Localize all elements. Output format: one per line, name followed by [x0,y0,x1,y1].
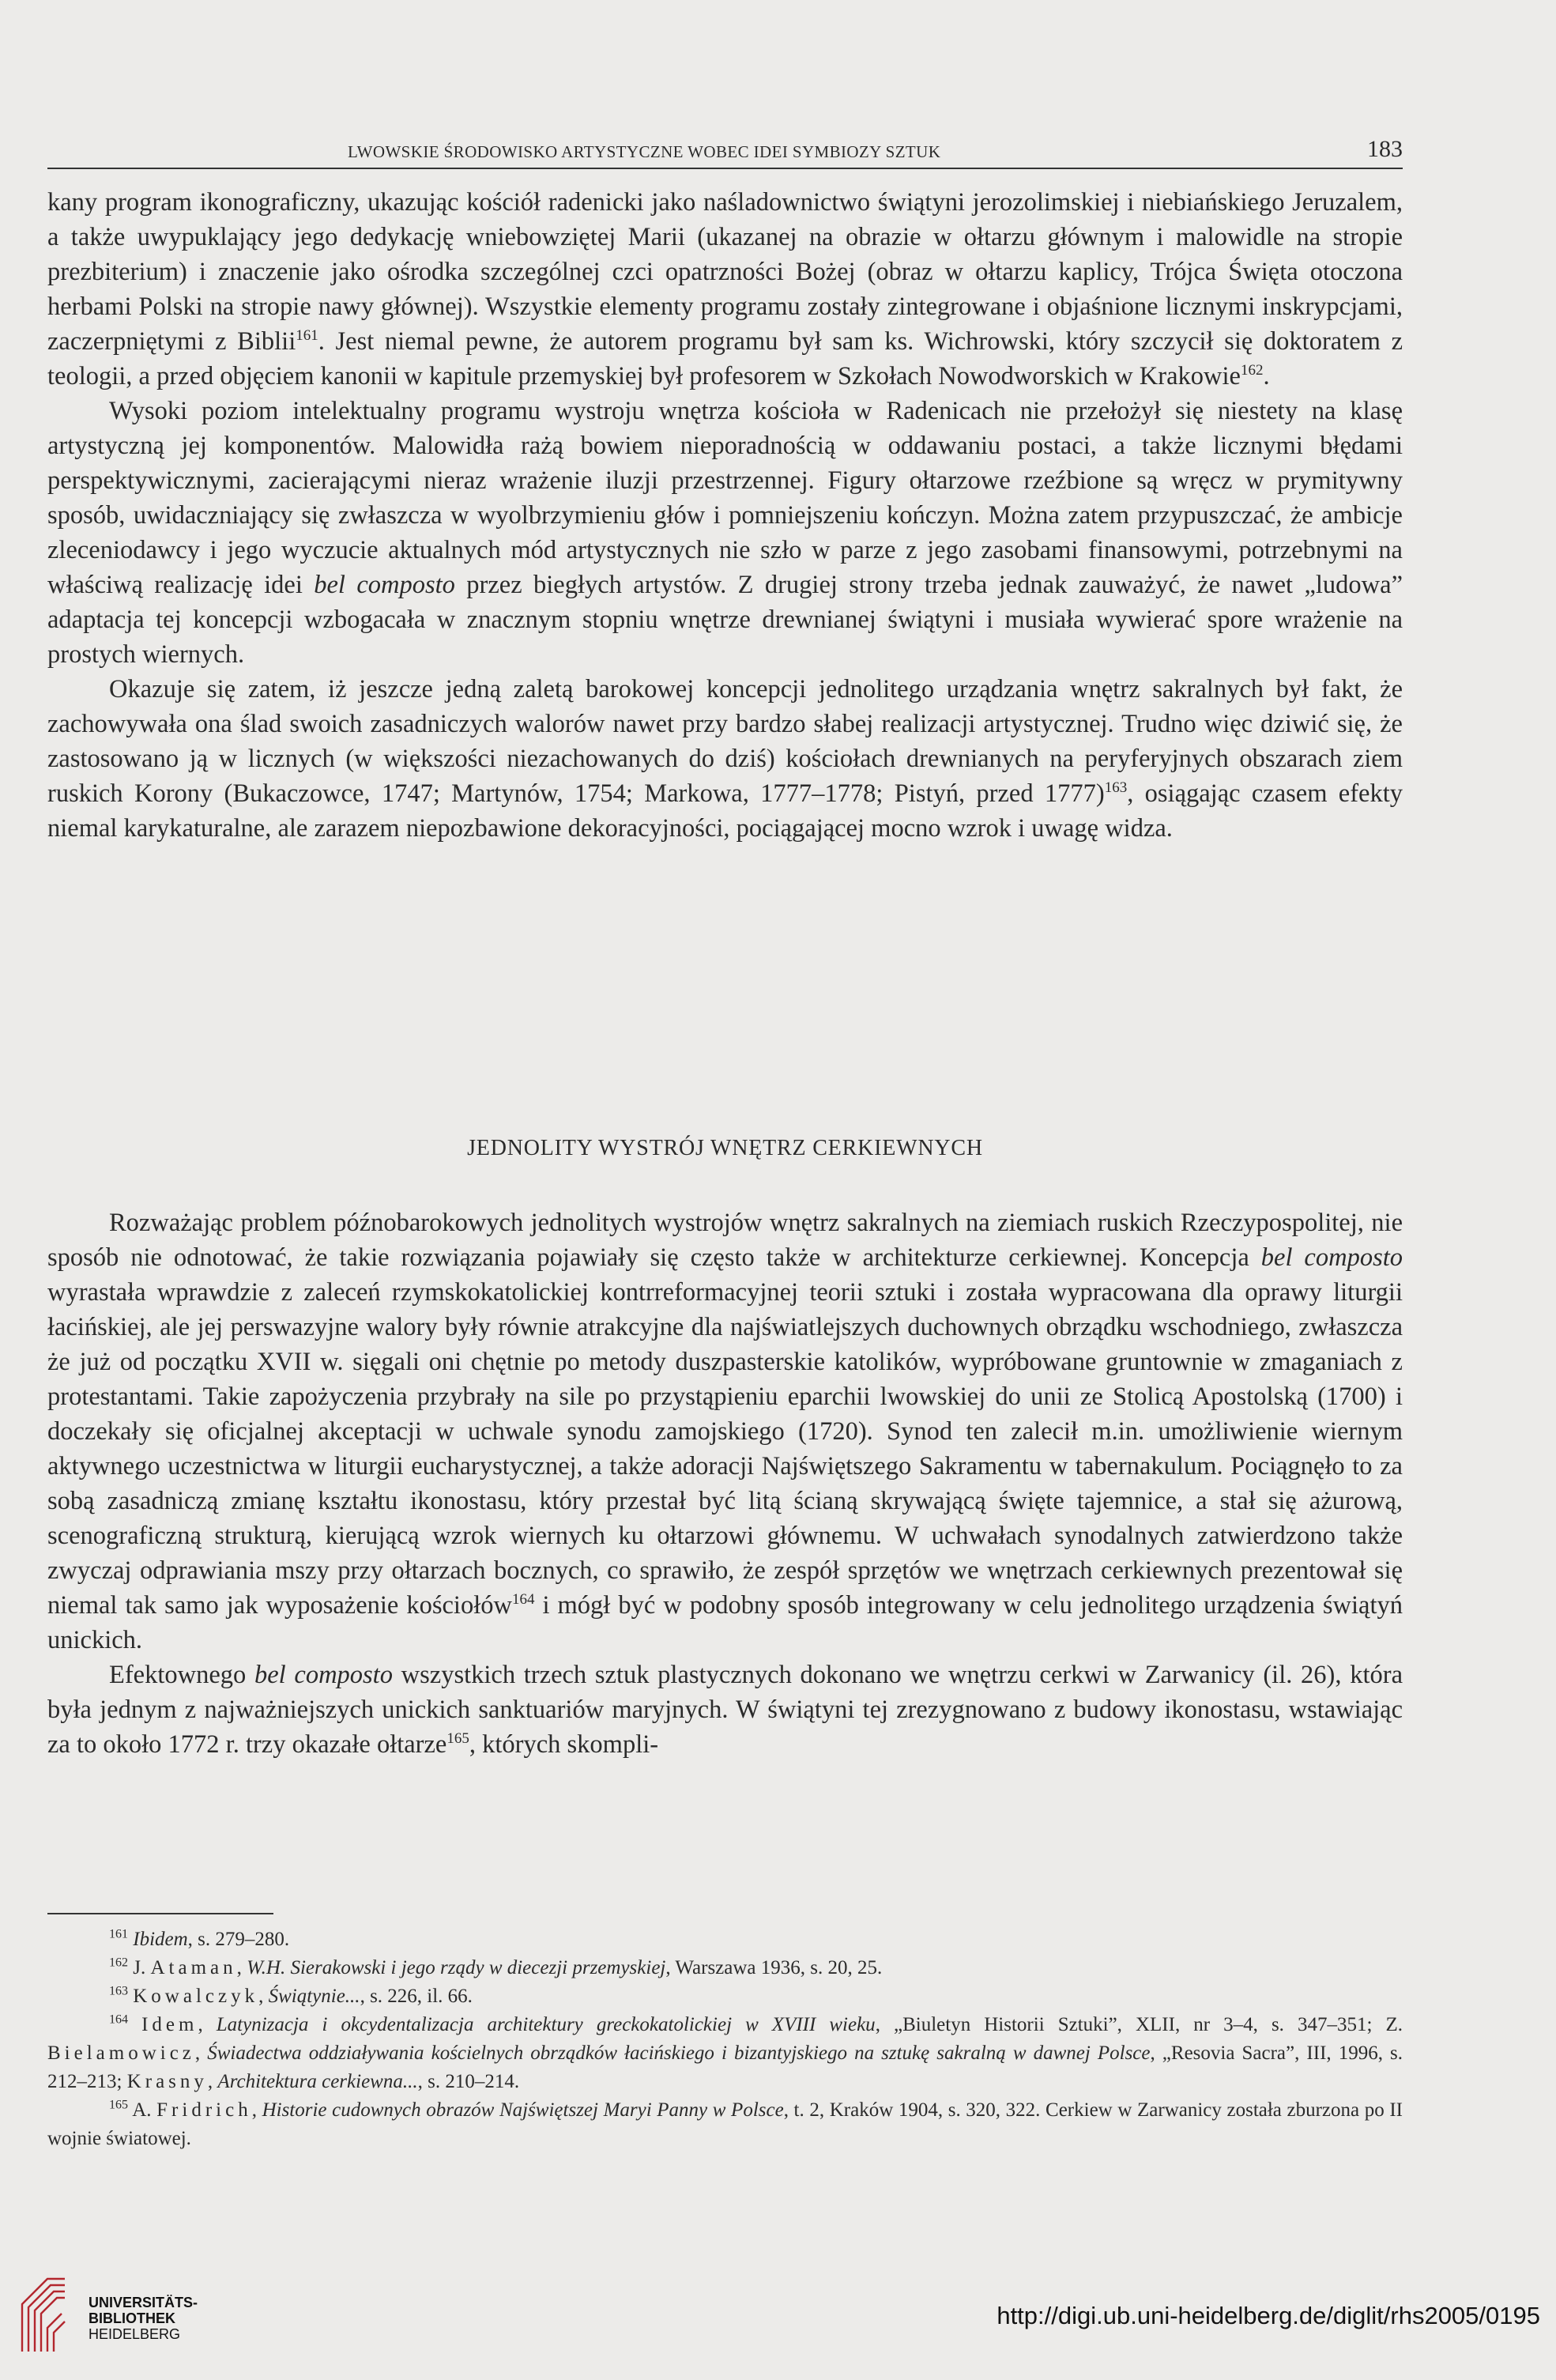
footnote-marker: 163 [1104,779,1128,797]
italic-text: Architektura cerkiewna... [217,2071,418,2092]
footnote-marker: 162 [109,1956,128,1970]
footnote-marker: 164 [109,2012,128,2027]
library-name [89,2295,198,2342]
footnote-marker: 162 [1240,362,1264,379]
library-logo [16,2273,284,2359]
footnote: $^{164}$ Idem, Latynizacja i okcydentalizacja architektury greckokatolickiej w XVIII wieku, „Biuletyn Historii Sztuki”, XLII, nr 3–4, s. 347–351; Z. Bielamowicz, Świadectwa oddziaływania kościelnych obrządków łacińskiego i bizantyjskiego na sztukę sakralną w dawnej Polsce, „Resovia Sacra”, III, 1996, s. 212–213; Krasny, Architektura cerkiewna..., s. 210–214. [47,2012,1403,2092]
spaced-author-name: Kowalczyk [133,1986,259,2007]
italic-text: Ibidem [133,1929,188,1950]
library-name-line2: BIBLIOTHEK [89,2310,175,2326]
paragraph: Rozważając problem późnobarokowych jednolitych wystrojów wnętrz sakralnych na ziemiach ruskich Rzeczypospolitej, nie sposób nie odnotować, że takie rozwiązania pojawiały się często także w architekturze cerkiewnej. Koncepcja bel composto wyrastała wprawdzie z zaleceń rzymskokatolickiej kontrreformacyjnej teorii sztuki i została wypracowana dla oprawy liturgii łacińskiej, ale jej perswazyjne walory były równie atrakcyjne dla najświatlejszych duchownych obrządku wschodniego, zwłaszcza że już od początku XVII w. sięgali oni chętnie po metody duszpasterskie katolików, wypróbowane gruntownie w zmaganiach z protestantami. Takie zapożyczenia przybrały na sile po przystąpieniu eparchii lwowskiej do unii ze Stolicą Apostolską (1700) i doczekały się oficjalnej akceptacji w uchwale synodu zamojskiego (1720). Synod ten zalecił m.in. umożliwienie wiernym aktywnego uczestnictwa w liturgii eucharystycznej, a także adoracji Najświętszego Sakramentu w tabernakulum. Pociągnęło to za sobą zasadniczą zmianę kształtu ikonostasu, który przestał być litą ścianą skrywającą święte tajemnice, a stał się ażurową, scenograficzną strukturą, kierującą wzrok wiernych ku ołtarzowi głównemu. W uchwałach synodalnych zatwierdzono także zwyczaj odprawiania mszy przy ołtarzach bocznych, co sprawiło, że zespół sprzętów we wnętrzach cerkiewnych prezentował się niemal tak samo jak wyposażenie kościołów$^{164}$ i mógł być w podobny sposób integrowany w celu jednolitego urządzenia świątyń unickich. [47,1209,1403,1654]
spaced-author-name: Bielamowicz [47,2042,195,2064]
footnote-rule [47,1913,273,1914]
italic-text: bel composto [314,571,455,599]
paragraph: Okazuje się zatem, iż jeszcze jedną zaletą barokowej koncepcji jednolitego urządzania wnętrz sakralnych był fakt, że zachowywała ona ślad swoich zasadniczych walorów nawet przy bardzo słabej realizacji artystycznej. Trudno więc dziwić się, że zastosowano ją w licznych (w większości niezachowanych do dziś) kościołach drewnianych na peryferyjnych obszarach ziem ruskich Korony (Bukaczowce, 1747; Martynów, 1754; Markowa, 1777–1778; Pistyń, przed 1777)$^{163}$, osiągając czasem efekty niemal karykaturalne, ale zarazem niepozbawione dekoracyjności, pociągającej mocno wzrok i uwagę widza. [47,675,1403,843]
running-title: LWOWSKIE ŚRODOWISKO ARTYSTYCZNE WOBEC IDEI SYMBIOZY SZTUK [348,142,941,161]
paragraph: Wysoki poziom intelektualny programu wystroju wnętrza kościoła w Radenicach nie przełożył się niestety na klasę artystyczną jej komponentów. Malowidła rażą bowiem nieporadnością w oddawaniu postaci, a także licznymi błędami perspektywicznymi, zacierającymi nieraz wrażenie iluzji przestrzennej. Figury ołtarzowe rzeźbione są wręcz w prymitywny sposób, uwidaczniający się zwłaszcza w wyolbrzymieniu głów i pomniejszeniu kończyn. Można zatem przypuszczać, że ambicje zleceniodawcy i jego wyczucie aktualnych mód artystycznych nie szło w parze z jego zasobami finansowymi, potrzebnymi na właściwą realizację idei bel composto przez biegłych artystów. Z drugiej strony trzeba jednak zauważyć, że nawet „ludowa” adaptacja tej koncepcji wzbogacała w znacznym stopniu wnętrze drewnianej świątyni i musiała wywierać spore wrażenie na prostych wiernych. [47,397,1403,669]
section-heading: JEDNOLITY WYSTRÓJ WNĘTRZ CERKIEWNYCH [467,1136,983,1160]
body-text-section [47,1205,1403,1762]
footnote-marker: 164 [511,1591,535,1609]
spaced-author-name: Fridrich [156,2099,252,2121]
digital-library-link[interactable]: http://digi.ub.uni-heidelberg.de/diglit/rhs2005/0195 [997,2302,1540,2329]
spaced-author-name: Idem [141,2014,198,2035]
footnote: $^{161}$ Ibidem, s. 279–280. [109,1927,290,1950]
body-text-top [47,185,1403,846]
footnote-marker: 163 [109,1984,128,1998]
italic-text: Świątynie... [268,1986,360,2007]
page-number: 183 [1367,136,1403,162]
running-header [47,136,1403,169]
footnotes [47,1925,1403,2153]
spaced-author-name: Ataman [150,1957,237,1978]
italic-text: Historie cudownych obrazów Najświętszej Maryi Panny w Polsce [262,2099,784,2121]
paragraph: Efektownego bel composto wszystkich trzech sztuk plastycznych dokonano we wnętrzu cerkwi w Zarwanicy (il. 26), która była jednym z najważniejszych unickich sanktuariów maryjnych. W świątyni tej zrezygnowano z budowy ikonostasu, wstawiając za to około 1772 r. trzy okazałe ołtarze$^{165}$, których skompli- [47,1661,1403,1759]
footnote: $^{165}$ A. Fridrich, Historie cudownych obrazów Najświętszej Maryi Panny w Polsce, t. 2, Kraków 1904, s. 320, 322. Cerkiew w Zarwanicy została zburzona po II wojnie światowej. [47,2098,1403,2149]
footnote-marker: 165 [446,1730,469,1748]
library-logo-icon [16,2273,87,2359]
footnote-marker: 161 [296,327,318,345]
spaced-author-name: Krasny [126,2071,208,2092]
italic-text: Latynizacja i okcydentalizacja architektury greckokatolickiej w XVIII wieku [216,2014,876,2035]
footnote: $^{162}$ J. Ataman, W.H. Sierakowski i jego rządy w diecezji przemyskiej, Warszawa 1936, s. 20, 25. [109,1956,883,1978]
paragraph: kany program ikonograficzny, ukazując kościół radenicki jako naśladownictwo świątyni jerozolimskiej i niebiańskiego Jeruzalem, a także uwypuklający jego dedykację wniebowziętej Marii (ukazanej na obrazie w ołtarzu głównym i malowidle na stropie prezbiterium) i znaczenie jako ośrodka szczególnej czci opatrzności Bożej (obraz w ołtarzu kaplicy, Trójca Święta otoczona herbami Polski na stropie nawy głównej). Wszystkie elementy programu zostały zintegrowane i objaśnione licznymi inskrypcjami, zaczerpniętymi z Biblii$^{161}$. Jest niemal pewne, że autorem programu był sam ks. Wichrowski, który szczycił się doktoratem z teologii, a przed objęciem kanonii w kapitule przemyskiej był profesorem w Szkołach Nowodworskich w Krakowie$^{162}$. [47,188,1403,390]
italic-text: W.H. Sierakowski i jego rządy w diecezji przemyskiej [247,1957,666,1978]
footnote-marker: 161 [109,1927,128,1941]
italic-text: bel composto [1260,1243,1403,1272]
footnote: $^{163}$ Kowalczyk, Świątynie..., s. 226, il. 66. [109,1984,473,2007]
italic-text: Świadectwa oddziaływania kościelnych obrządków łacińskiego i bizantyjskiego na sztukę sakralną w dawnej Polsce [207,2042,1151,2064]
footnote-marker: 165 [109,2098,128,2112]
library-name-line3: HEIDELBERG [89,2326,181,2342]
library-name-line1: UNIVERSITÄTS- [89,2295,198,2310]
italic-text: bel composto [254,1661,393,1689]
